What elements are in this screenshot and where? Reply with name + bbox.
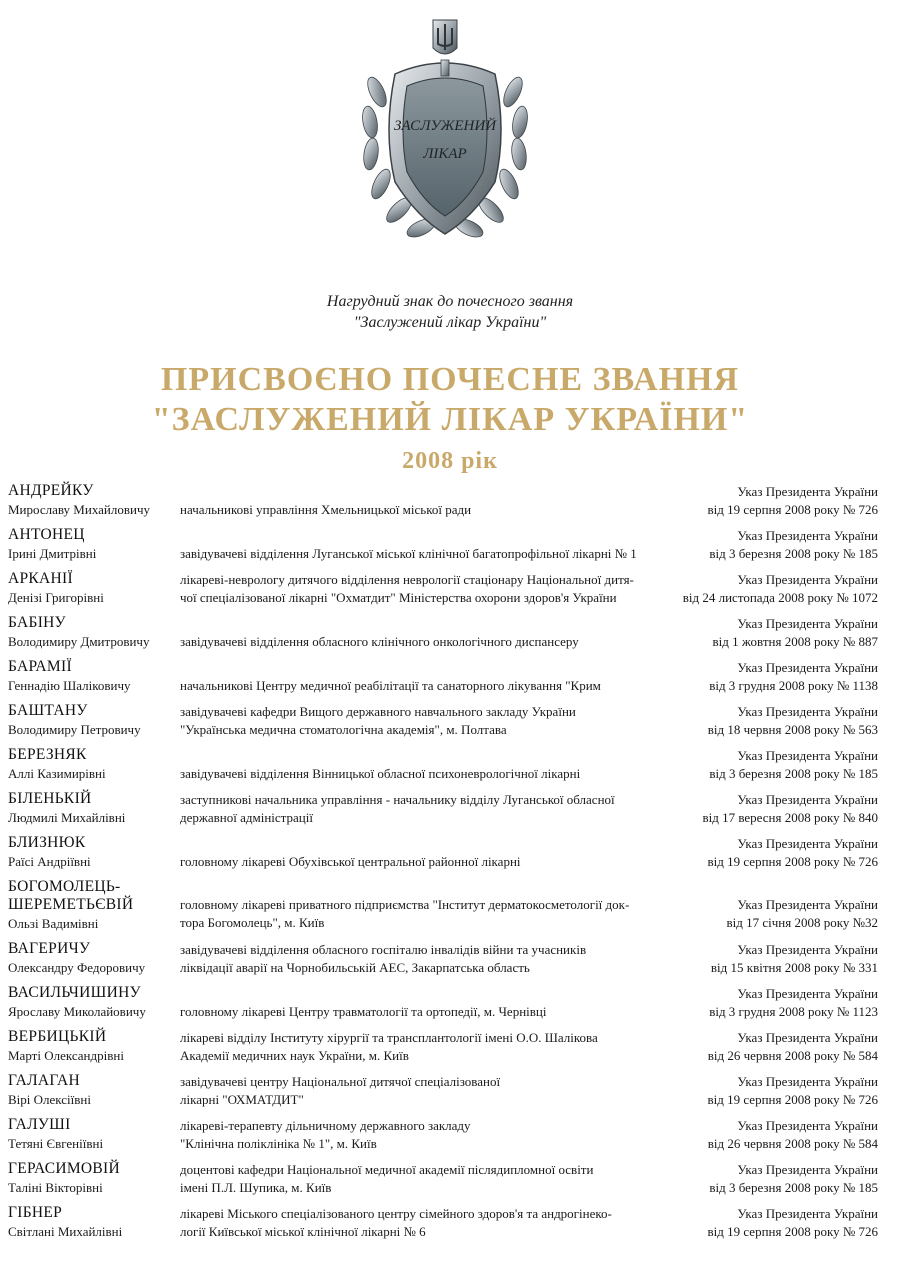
awardee-surname: БОГОМОЛЕЦЬ-	[8, 878, 121, 895]
decree-date-number: від 3 березня 2008 року № 185	[709, 1180, 878, 1195]
awardee-position	[180, 677, 660, 695]
list-item	[8, 656, 878, 700]
position-line: лікареві Міського спеціалізованого центру сімейного здоров'я та андрогінеко-	[180, 1206, 612, 1221]
awardee-position	[180, 1073, 660, 1109]
position-line: "Українська медична стоматологічна академія", м. Полтава	[180, 722, 507, 737]
position-line: Академії медичних наук України, м. Київ	[180, 1048, 409, 1063]
awardee-surname: БАРАМІЇ	[8, 658, 72, 675]
decree-label: Указ Президента України	[737, 1118, 878, 1133]
position-line: логії Київської міської клінічної лікарні № 6	[180, 1224, 426, 1239]
list-item	[8, 788, 878, 832]
awardee-surname: БЕРЕЗНЯК	[8, 746, 87, 763]
decree-date-number: від 3 грудня 2008 року № 1138	[709, 678, 878, 693]
awardee-position	[180, 896, 660, 932]
decree-date-number: від 24 листопада 2008 року № 1072	[682, 590, 878, 605]
decree-label: Указ Президента України	[737, 792, 878, 807]
title-line-1: ПРИСВОЄНО ПОЧЕСНЕ ЗВАННЯ	[160, 361, 740, 398]
awardee-given-name: Раїсі Андріївні	[8, 854, 91, 869]
list-item	[8, 1158, 878, 1202]
decree-reference	[702, 791, 878, 827]
decree-reference	[708, 703, 878, 739]
decree-date-number: від 26 червня 2008 року № 584	[707, 1048, 878, 1063]
awardee-surname: АНТОНЕЦ	[8, 526, 85, 543]
decree-label: Указ Президента України	[737, 1206, 878, 1221]
decree-reference	[708, 1117, 878, 1153]
decree-date-number: від 15 квітня 2008 року № 331	[710, 960, 878, 975]
decree-date-number: від 3 березня 2008 року № 185	[709, 766, 878, 781]
decree-label: Указ Президента України	[737, 704, 878, 719]
decree-reference	[708, 835, 879, 871]
decree-date-number: від 19 серпня 2008 року № 726	[707, 502, 878, 517]
svg-text:ЛІКАР: ЛІКАР	[423, 146, 467, 162]
awardee-surname: ВАСИЛЬЧИШИНУ	[8, 984, 141, 1001]
position-line: лікареві-терапевту дільничному державного закладу	[180, 1118, 471, 1133]
badge-svg	[355, 12, 535, 257]
list-item	[8, 568, 878, 612]
page-title	[0, 360, 900, 478]
decree-reference	[726, 896, 878, 932]
awardee-position	[180, 941, 660, 977]
decree-label: Указ Президента України	[737, 572, 878, 587]
decree-reference	[709, 985, 878, 1021]
awardee-given-name: Володимиру Петровичу	[8, 722, 141, 737]
honorary-badge-image	[355, 12, 535, 257]
awardee-surname: ГЕРАСИМОВІЙ	[8, 1160, 120, 1177]
awardee-position	[180, 703, 660, 739]
awardee-surname: АРКАНІЇ	[8, 570, 73, 587]
awardee-position	[180, 765, 660, 783]
position-line: завідувачеві відділення Луганської міської клінічної багатопрофільної лікарні № 1	[180, 546, 637, 561]
decree-reference	[708, 1029, 878, 1065]
awardee-given-name: Тетяні Євгеніївні	[8, 1136, 104, 1151]
awardee-position	[180, 501, 660, 519]
awardee-given-name: Вірі Олексіївні	[8, 1092, 91, 1107]
awardee-given-name: Людмилі Михайлівні	[8, 810, 126, 825]
decree-reference	[709, 527, 878, 563]
decree-reference	[709, 747, 878, 783]
decree-label: Указ Президента України	[737, 986, 878, 1001]
list-item	[8, 982, 878, 1026]
awardee-surname: ВЕРБИЦЬКІЙ	[8, 1028, 107, 1045]
position-line: тора Богомолець", м. Київ	[180, 915, 325, 930]
awardee-given-name: Марті Олександрівні	[8, 1048, 124, 1063]
list-item	[8, 480, 878, 524]
position-line: чої спеціалізованої лікарні "Охматдит" Міністерства охорони здоров'я України	[180, 590, 617, 605]
decree-date-number: від 19 серпня 2008 року № 726	[707, 1224, 878, 1239]
svg-text:ЗАСЛУЖЕНИЙ: ЗАСЛУЖЕНИЙ	[393, 118, 497, 134]
awardee-surname: ВАГЕРИЧУ	[8, 940, 91, 957]
awardee-position	[180, 1003, 660, 1021]
list-item	[8, 938, 878, 982]
awardee-given-name: Ользі Вадимівні	[8, 916, 99, 931]
awardee-given-name: Аллі Казимирівні	[8, 766, 106, 781]
awardee-given-name: Володимиру Дмитровичу	[8, 634, 150, 649]
position-line: завідувачеві відділення обласного клінічного онкологічного диспансеру	[180, 634, 579, 649]
list-item	[8, 524, 878, 568]
position-line: начальникові управління Хмельницької міської ради	[180, 502, 472, 517]
awardee-surname: БАБІНУ	[8, 614, 66, 631]
awardee-position	[180, 1117, 660, 1153]
awardee-given-name: Мирославу Михайловичу	[8, 502, 151, 517]
decree-date-number: від 19 серпня 2008 року № 726	[707, 854, 878, 869]
position-line: ліквідації аварії на Чорнобильській АЕС, Закарпатська область	[180, 960, 530, 975]
decree-label: Указ Президента України	[737, 1162, 878, 1177]
awardee-position	[180, 1029, 660, 1065]
position-line: завідувачеві відділення Вінницької обласної психоневрологічної лікарні	[180, 766, 581, 781]
decree-label: Указ Президента України	[737, 897, 878, 912]
awardee-surname: БАШТАНУ	[8, 702, 88, 719]
decree-reference	[683, 571, 878, 607]
awardee-position	[180, 633, 660, 651]
decree-reference	[708, 483, 879, 519]
list-item	[8, 1070, 878, 1114]
awardee-given-name: Олександру Федоровичу	[8, 960, 146, 975]
position-line: імені П.Л. Шупика, м. Київ	[180, 1180, 332, 1195]
list-item	[8, 700, 878, 744]
position-line: "Клінічна поліклініка № 1", м. Київ	[180, 1136, 377, 1151]
decree-reference	[708, 1073, 879, 1109]
decree-label: Указ Президента України	[737, 1030, 878, 1045]
position-line: завідувачеві кафедри Вищого державного навчального закладу України	[180, 704, 576, 719]
position-line: головному лікареві Центру травматології та ортопедії, м. Чернівці	[180, 1004, 547, 1019]
awardee-surname: ГАЛАГАН	[8, 1072, 80, 1089]
list-item	[8, 832, 878, 876]
list-item	[8, 612, 878, 656]
title-year: 2008 рік	[402, 448, 498, 474]
awardee-surname: ГАЛУШІ	[8, 1116, 71, 1133]
position-line: державної адміністрації	[180, 810, 313, 825]
caption-line-1: Нагрудний знак до почесного звання	[326, 293, 574, 310]
list-item	[8, 876, 878, 938]
decree-label: Указ Президента України	[737, 1074, 878, 1089]
awardee-surname: ГІБНЕР	[8, 1204, 63, 1221]
awardee-surname: АНДРЕЙКУ	[8, 482, 94, 499]
awardees-list	[8, 480, 878, 1246]
awardee-surname: БЛИЗНЮК	[8, 834, 86, 851]
decree-reference	[709, 1161, 878, 1197]
position-line: завідувачеві відділення обласного госпіталю інвалідів війни та учасників	[180, 942, 587, 957]
decree-label: Указ Президента України	[737, 942, 878, 957]
decree-reference	[709, 659, 878, 695]
awardee-surname: БІЛЕНЬКІЙ	[8, 790, 92, 807]
decree-date-number: від 17 січня 2008 року №32	[726, 915, 878, 930]
decree-reference	[711, 941, 878, 977]
awardee-position	[180, 791, 660, 827]
position-line: лікарні "ОХМАТДИТ"	[180, 1092, 304, 1107]
list-item	[8, 1026, 878, 1070]
position-line: заступникові начальника управління - начальнику відділу Луганської обласної	[180, 792, 615, 807]
position-line: головному лікареві приватного підприємства "Інститут дерматокосметології док-	[180, 897, 630, 912]
position-line: доцентові кафедри Національної медичної академії післядипломної освіти	[180, 1162, 594, 1177]
awardee-surname-cont: ШЕРЕМЕТЬЄВІЙ	[8, 896, 134, 913]
title-line-2: "ЗАСЛУЖЕНИЙ ЛІКАР УКРАЇНИ"	[151, 401, 749, 438]
decree-reference	[713, 615, 879, 651]
list-item	[8, 744, 878, 788]
decree-date-number: від 19 серпня 2008 року № 726	[707, 1092, 878, 1107]
awardee-position	[180, 1205, 660, 1241]
awardee-given-name: Ірині Дмитрівні	[8, 546, 97, 561]
decree-reference	[708, 1205, 879, 1241]
decree-label: Указ Президента України	[737, 748, 878, 763]
decree-date-number: від 26 червня 2008 року № 584	[707, 1136, 878, 1151]
awardee-given-name: Денізі Григорівні	[8, 590, 104, 605]
awardee-given-name: Ярославу Миколайовичу	[8, 1004, 146, 1019]
list-item	[8, 1202, 878, 1246]
decree-label: Указ Президента України	[737, 616, 878, 631]
decree-label: Указ Президента України	[737, 528, 878, 543]
awardee-position	[180, 571, 660, 607]
decree-date-number: від 3 грудня 2008 року № 1123	[709, 1004, 878, 1019]
position-line: лікареві відділу Інституту хірургії та трансплантології імені О.О. Шалікова	[180, 1030, 598, 1045]
position-line: лікареві-неврологу дитячого відділення неврології стаціонару Національної дитя-	[180, 572, 634, 587]
decree-label: Указ Президента України	[737, 836, 878, 851]
position-line: завідувачеві центру Національної дитячої спеціалізованої	[180, 1074, 501, 1089]
badge-caption	[0, 291, 900, 333]
decree-date-number: від 1 жовтня 2008 року № 887	[712, 634, 878, 649]
decree-date-number: від 17 вересня 2008 року № 840	[702, 810, 878, 825]
awardee-position	[180, 853, 660, 871]
awardee-given-name: Світлані Михайлівні	[8, 1224, 123, 1239]
decree-date-number: від 18 червня 2008 року № 563	[707, 722, 878, 737]
awardee-given-name: Таліні Вікторівні	[8, 1180, 103, 1195]
awardee-position	[180, 1161, 660, 1197]
decree-label: Указ Президента України	[737, 660, 878, 675]
caption-line-2: "Заслужений лікар України"	[353, 314, 547, 331]
awardee-given-name: Геннадію Шаліковичу	[8, 678, 131, 693]
position-line: головному лікареві Обухівської центральної районної лікарні	[180, 854, 521, 869]
position-line: начальникові Центру медичної реабілітації та санаторного лікування "Крим	[180, 678, 601, 693]
decree-date-number: від 3 березня 2008 року № 185	[709, 546, 878, 561]
awardee-position	[180, 545, 660, 563]
decree-label: Указ Президента України	[737, 484, 878, 499]
list-item	[8, 1114, 878, 1158]
